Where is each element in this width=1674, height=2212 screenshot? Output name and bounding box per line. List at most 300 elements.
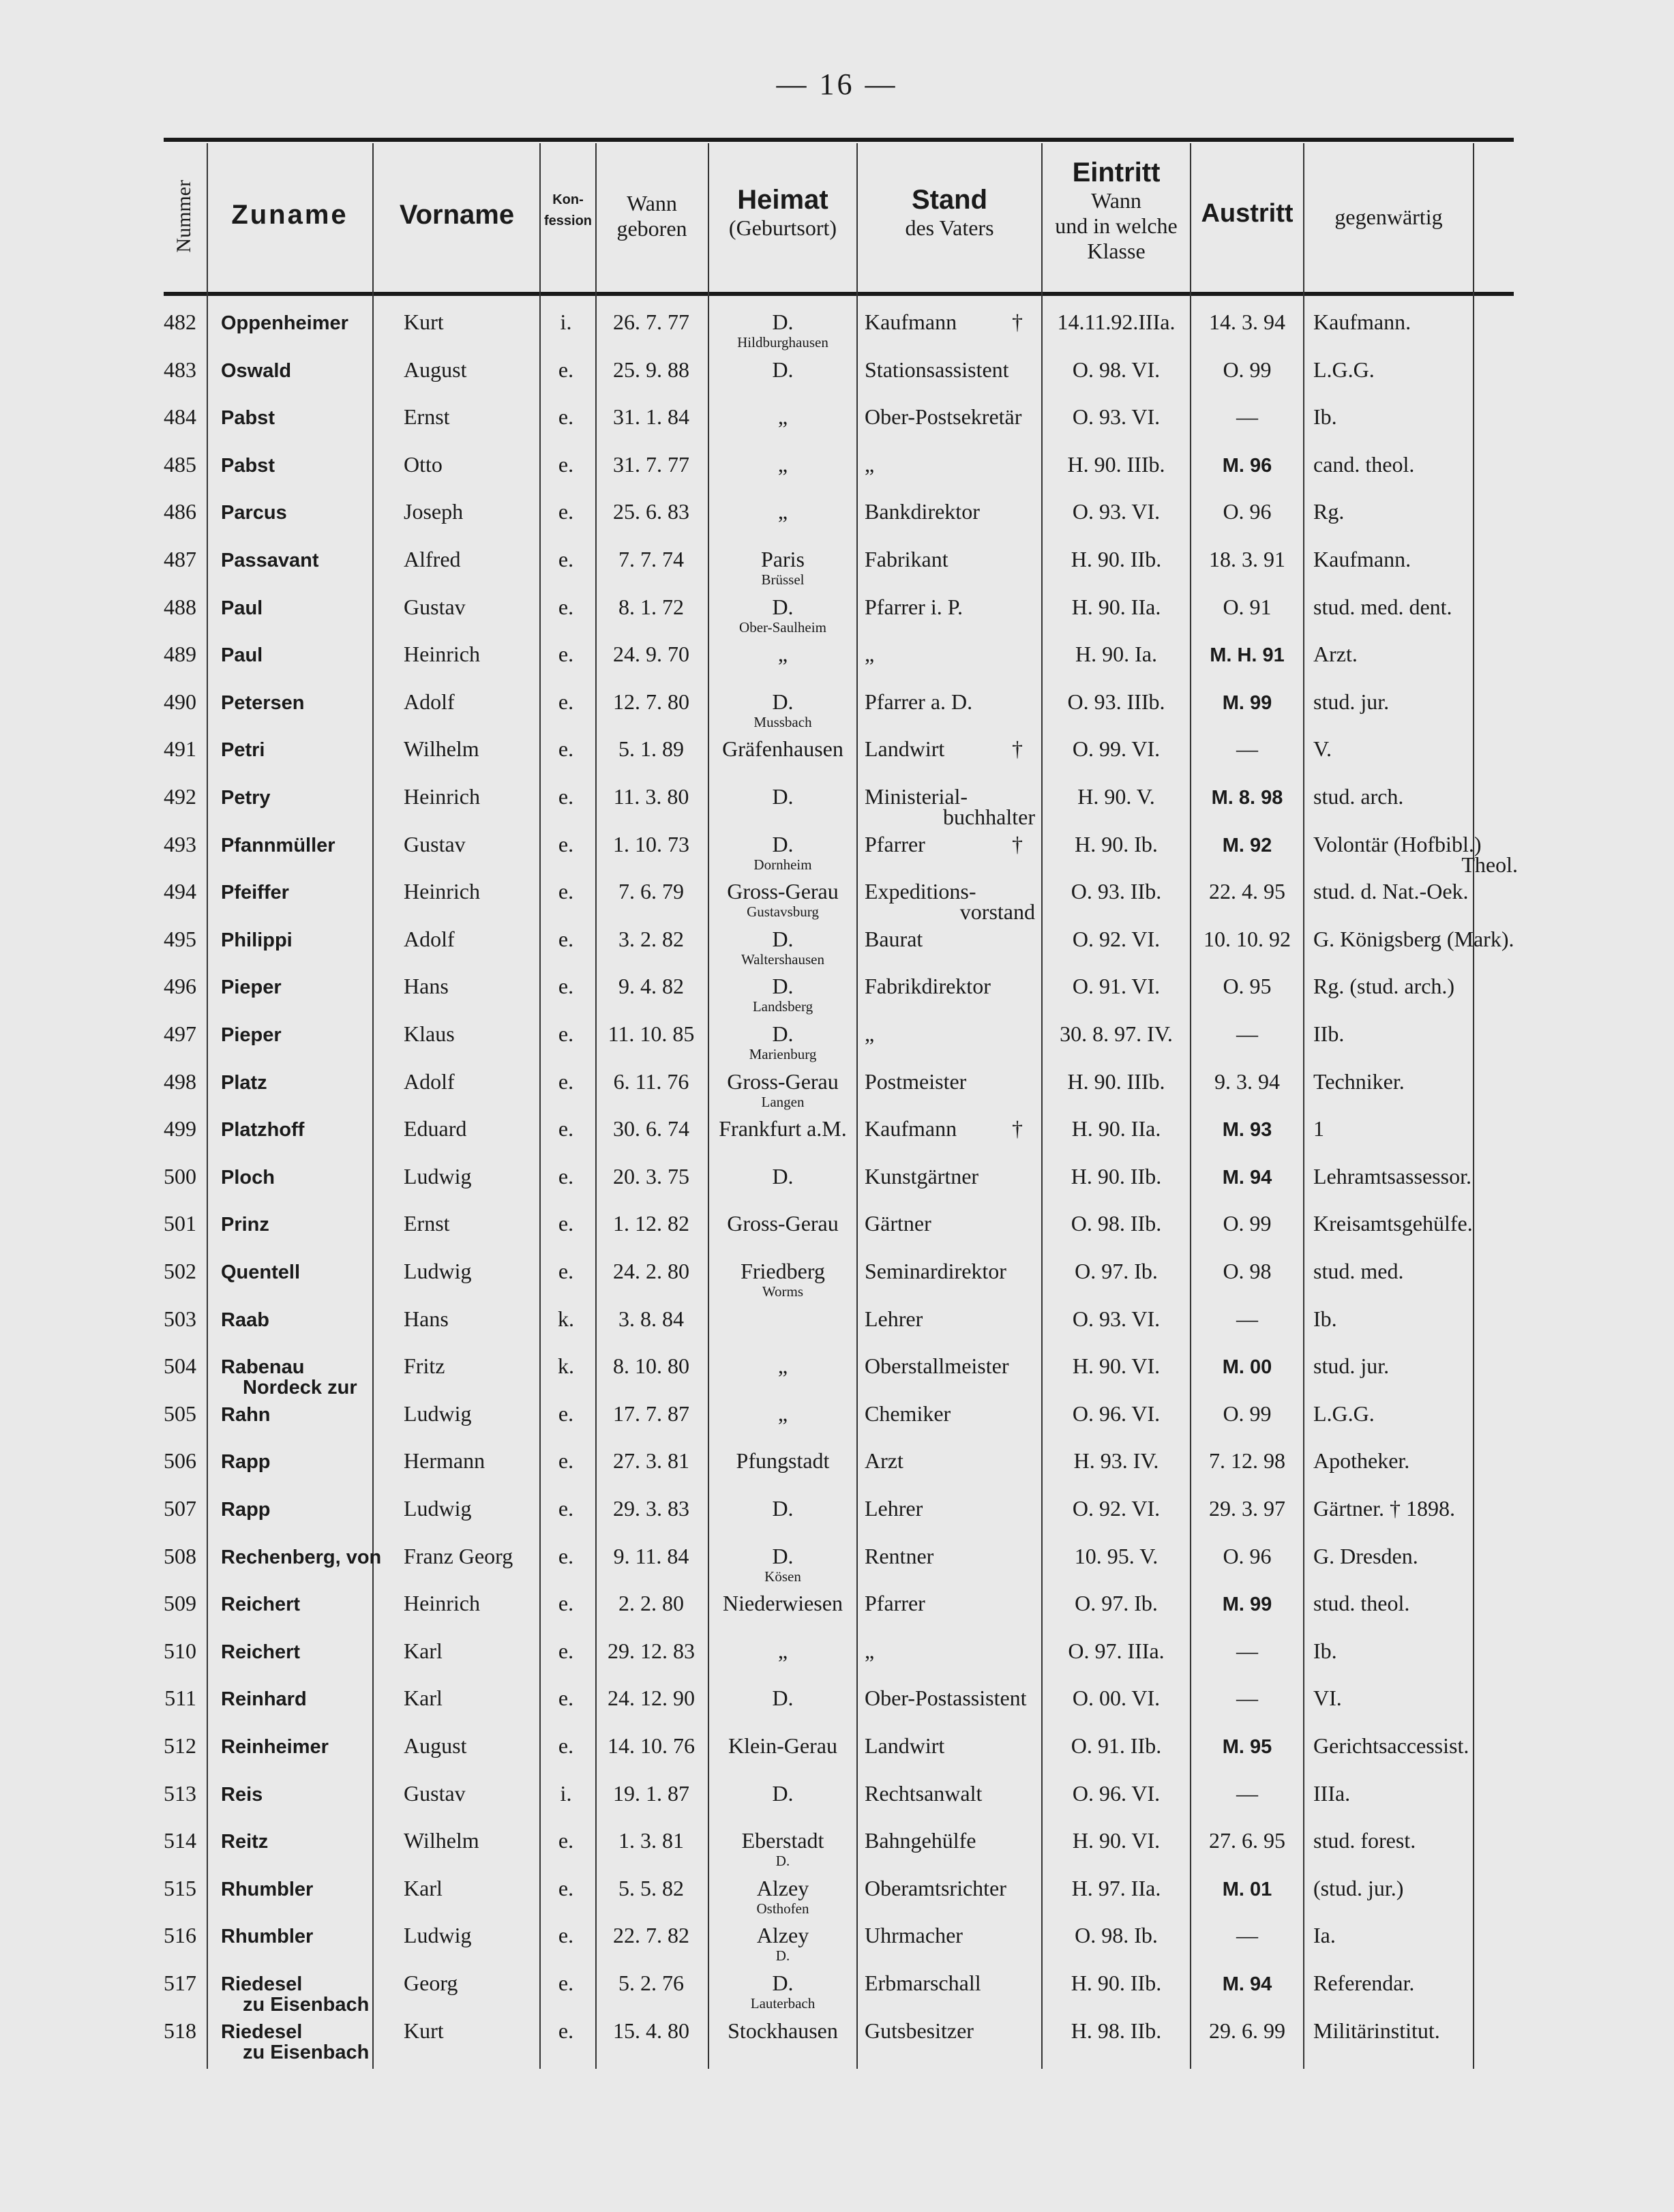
first-name: Hans bbox=[404, 1306, 449, 1331]
home-town: Eberstadt bbox=[741, 1828, 824, 1853]
birth-date: 7. 6. 79 bbox=[618, 879, 684, 904]
entry-date-class: O. 92. VI. bbox=[1072, 926, 1161, 951]
exit-date: 27. 6. 95 bbox=[1209, 1828, 1285, 1853]
father-occupation: Baurat bbox=[865, 926, 923, 951]
exit-date: O. 99 bbox=[1223, 1401, 1272, 1426]
home-town: D. bbox=[772, 1686, 794, 1711]
header-zuname: Zuname bbox=[231, 200, 348, 230]
birth-date: 11. 3. 80 bbox=[613, 784, 689, 809]
confession: e. bbox=[558, 926, 574, 951]
home-town: D. bbox=[772, 594, 794, 619]
current-status: stud. med. dent. bbox=[1313, 594, 1452, 619]
father-occupation: Bahngehülfe bbox=[865, 1828, 976, 1853]
table-row bbox=[0, 1396, 1674, 1444]
birth-date: 25. 9. 88 bbox=[613, 357, 689, 382]
first-name: Ernst bbox=[404, 1211, 450, 1236]
home-town: Stockhausen bbox=[728, 2018, 838, 2043]
exit-date: O. 98 bbox=[1223, 1259, 1272, 1283]
first-name: August bbox=[404, 357, 467, 382]
home-town-sub: Worms bbox=[762, 1283, 804, 1300]
entry-date-class: H. 90. IIIb. bbox=[1067, 451, 1165, 477]
father-occupation: Oberamtsrichter bbox=[865, 1875, 1006, 1900]
row-number: 513 bbox=[164, 1780, 196, 1806]
first-name: Ludwig bbox=[404, 1163, 472, 1189]
birth-date: 2. 2. 80 bbox=[618, 1591, 684, 1616]
home-town: D. bbox=[772, 357, 794, 382]
home-town: Gross-Gerau bbox=[727, 1211, 839, 1236]
current-status: VI. bbox=[1313, 1686, 1342, 1711]
entry-date-class: O. 92. VI. bbox=[1072, 1496, 1161, 1521]
birth-date: 22. 7. 82 bbox=[613, 1923, 689, 1948]
entry-date-class: H. 90. VI. bbox=[1072, 1354, 1161, 1379]
row-number: 499 bbox=[164, 1116, 196, 1141]
entry-date-class: O. 91. VI. bbox=[1072, 974, 1161, 999]
father-occupation: Arzt bbox=[865, 1448, 903, 1474]
confession: e. bbox=[558, 499, 574, 524]
table-row bbox=[0, 1016, 1674, 1064]
surname: Paul bbox=[221, 597, 263, 619]
father-occupation: Expeditions- bbox=[865, 879, 976, 904]
row-number: 491 bbox=[164, 736, 196, 762]
header-austritt: Austritt bbox=[1201, 199, 1294, 228]
exit-date: M. 8. 98 bbox=[1211, 787, 1283, 809]
father-occupation-continuation: buchhalter bbox=[942, 805, 1035, 829]
birth-date: 19. 1. 87 bbox=[613, 1780, 689, 1806]
table-row bbox=[0, 399, 1674, 447]
father-occupation: Ministerial- bbox=[865, 784, 968, 809]
table-row bbox=[0, 2013, 1674, 2061]
exit-date: O. 99 bbox=[1223, 357, 1272, 382]
home-town: D. bbox=[772, 1543, 794, 1568]
current-status: cand. theol. bbox=[1313, 451, 1415, 477]
home-town-sub: Marienburg bbox=[749, 1046, 817, 1062]
surname: Reinhard bbox=[221, 1688, 307, 1711]
header-eintritt-line3: und in welche bbox=[1055, 213, 1178, 238]
entry-date-class: O. 91. IIb. bbox=[1071, 1733, 1162, 1758]
table-row bbox=[0, 494, 1674, 541]
row-number: 501 bbox=[164, 1211, 196, 1236]
father-occupation: Rechtsanwalt bbox=[865, 1780, 983, 1806]
deceased-dagger: † bbox=[1012, 831, 1023, 856]
row-number: 495 bbox=[164, 926, 196, 951]
exit-date: 14. 3. 94 bbox=[1209, 310, 1285, 334]
birth-date: 1. 10. 73 bbox=[613, 831, 689, 856]
surname: Platz bbox=[221, 1071, 267, 1094]
row-number: 515 bbox=[164, 1875, 196, 1900]
entry-date-class: H. 90. Ib. bbox=[1075, 831, 1158, 856]
entry-date-class: O. 96. VI. bbox=[1072, 1401, 1161, 1426]
current-status: Apotheker. bbox=[1313, 1448, 1410, 1474]
home-town: D. bbox=[772, 1163, 794, 1189]
birth-date: 31. 1. 84 bbox=[613, 404, 689, 430]
confession: e. bbox=[558, 1686, 574, 1711]
birth-date: 20. 3. 75 bbox=[613, 1163, 689, 1189]
row-number: 508 bbox=[164, 1543, 196, 1568]
father-occupation: Erbmarschall bbox=[865, 1971, 981, 1995]
row-number: 490 bbox=[164, 689, 196, 714]
birth-date: 8. 1. 72 bbox=[618, 594, 684, 619]
birth-date: 8. 10. 80 bbox=[613, 1354, 689, 1379]
father-occupation: Kaufmann bbox=[865, 1116, 957, 1141]
birth-date: 1. 3. 81 bbox=[618, 1828, 684, 1853]
home-town: D. bbox=[772, 1971, 794, 1995]
exit-date: 18. 3. 91 bbox=[1209, 547, 1285, 571]
birth-date: 15. 4. 80 bbox=[613, 2018, 689, 2043]
confession: e. bbox=[558, 689, 574, 714]
surname: Platzhoff bbox=[221, 1119, 305, 1141]
home-town: D. bbox=[772, 1021, 794, 1046]
table-row bbox=[0, 1443, 1674, 1491]
home-town: „ bbox=[777, 1638, 788, 1663]
current-status: Ib. bbox=[1313, 404, 1337, 430]
home-town: „ bbox=[777, 1354, 788, 1379]
surname: Reitz bbox=[221, 1831, 269, 1853]
home-town: D. bbox=[772, 1780, 794, 1806]
home-town: D. bbox=[772, 784, 794, 809]
entry-date-class: H. 90. VI. bbox=[1072, 1828, 1161, 1853]
surname: Paul bbox=[221, 644, 263, 667]
birth-date: 3. 8. 84 bbox=[618, 1306, 684, 1331]
home-town: „ bbox=[777, 404, 788, 430]
exit-date: — bbox=[1236, 1923, 1258, 1948]
header-bottom-rule bbox=[164, 292, 1514, 296]
first-name: Ernst bbox=[404, 404, 450, 430]
current-status: stud. theol. bbox=[1313, 1591, 1410, 1616]
current-status: Gärtner. † 1898. bbox=[1313, 1496, 1455, 1521]
header-eintritt-line1: Eintritt bbox=[1072, 158, 1161, 188]
table-row bbox=[0, 636, 1674, 684]
birth-date: 26. 7. 77 bbox=[613, 310, 689, 334]
father-occupation: Oberstallmeister bbox=[865, 1354, 1009, 1379]
entry-date-class: 30. 8. 97. IV. bbox=[1060, 1021, 1173, 1046]
table-row bbox=[0, 1253, 1674, 1301]
row-number: 506 bbox=[164, 1448, 196, 1474]
exit-date: 29. 6. 99 bbox=[1209, 2018, 1285, 2043]
confession: e. bbox=[558, 1068, 574, 1094]
home-town: „ bbox=[777, 1401, 788, 1426]
current-status: Ia. bbox=[1313, 1923, 1336, 1948]
first-name: Wilhelm bbox=[404, 736, 479, 762]
home-town: Friedberg bbox=[741, 1259, 825, 1283]
entry-date-class: O. 98. IIb. bbox=[1071, 1211, 1162, 1236]
confession: e. bbox=[558, 1496, 574, 1521]
birth-date: 9. 11. 84 bbox=[613, 1543, 689, 1568]
exit-date: 7. 12. 98 bbox=[1209, 1448, 1285, 1474]
surname: Pabst bbox=[221, 454, 275, 477]
confession: e. bbox=[558, 1448, 574, 1474]
surname: Reichert bbox=[221, 1641, 301, 1663]
surname: Pieper bbox=[221, 1024, 282, 1046]
exit-date: M. 01 bbox=[1222, 1878, 1272, 1900]
confession: i. bbox=[560, 1780, 572, 1806]
father-occupation: Ober-Postsekretär bbox=[865, 404, 1022, 430]
table-row bbox=[0, 684, 1674, 732]
top-rule bbox=[164, 138, 1514, 142]
confession: e. bbox=[558, 1021, 574, 1046]
entry-date-class: O. 93. IIb. bbox=[1071, 879, 1162, 904]
table-row bbox=[0, 541, 1674, 589]
entry-date-class: 14.11.92.IIIa. bbox=[1057, 310, 1176, 334]
first-name: Adolf bbox=[404, 689, 455, 714]
row-number: 482 bbox=[164, 310, 196, 334]
home-town: „ bbox=[777, 451, 788, 477]
entry-date-class: O. 93. VI. bbox=[1072, 404, 1161, 430]
birth-date: 17. 7. 87 bbox=[613, 1401, 689, 1426]
current-status: Gerichtsaccessist. bbox=[1313, 1733, 1469, 1758]
row-number: 489 bbox=[164, 642, 196, 667]
birth-date: 7. 7. 74 bbox=[618, 547, 684, 571]
header-eintritt-line2: Wann bbox=[1091, 188, 1141, 213]
row-number: 488 bbox=[164, 594, 196, 619]
current-status: stud. jur. bbox=[1313, 689, 1390, 714]
row-number: 487 bbox=[164, 547, 196, 571]
father-occupation: Pfarrer a. D. bbox=[865, 689, 973, 714]
home-town-sub: Gustavsburg bbox=[747, 903, 819, 921]
birth-date: 1. 12. 82 bbox=[613, 1211, 689, 1236]
home-town: D. bbox=[772, 831, 794, 856]
header-eintritt bbox=[1043, 157, 1190, 263]
first-name: Heinrich bbox=[404, 879, 480, 904]
first-name: Otto bbox=[404, 451, 443, 477]
home-town: Pfungstadt bbox=[736, 1448, 830, 1474]
first-name: Gustav bbox=[404, 831, 466, 856]
table-row bbox=[0, 447, 1674, 494]
birth-date: 24. 12. 90 bbox=[608, 1686, 695, 1711]
current-status: Rg. (stud. arch.) bbox=[1313, 974, 1455, 999]
row-number: 492 bbox=[164, 784, 196, 809]
current-status-continuation: Theol. bbox=[1461, 852, 1518, 877]
header-vorname: Vorname bbox=[399, 200, 515, 230]
entry-date-class: H. 90. IIb. bbox=[1071, 547, 1162, 571]
surname: Rhumbler bbox=[221, 1926, 314, 1948]
surname-continuation: Nordeck zur bbox=[243, 1377, 357, 1399]
current-status: Ib. bbox=[1313, 1306, 1337, 1331]
birth-date: 24. 2. 80 bbox=[613, 1259, 689, 1283]
father-occupation-continuation: vorstand bbox=[959, 899, 1035, 925]
header-heimat bbox=[709, 184, 856, 241]
surname: Petersen bbox=[221, 691, 305, 714]
deceased-dagger: † bbox=[1012, 736, 1023, 762]
table-row bbox=[0, 1111, 1674, 1159]
table-row bbox=[0, 304, 1674, 352]
father-occupation: Seminardirektor bbox=[865, 1259, 1006, 1283]
table-row bbox=[0, 1680, 1674, 1728]
father-occupation: Fabrikant bbox=[865, 547, 948, 571]
surname: Oppenheimer bbox=[221, 312, 348, 334]
father-occupation: Pfarrer i. P. bbox=[865, 594, 963, 619]
row-number: 505 bbox=[164, 1401, 196, 1426]
exit-date: — bbox=[1236, 1306, 1258, 1331]
home-town: D. bbox=[772, 310, 794, 334]
row-number: 486 bbox=[164, 499, 196, 524]
first-name: Adolf bbox=[404, 926, 455, 951]
entry-date-class: H. 90. IIIb. bbox=[1067, 1068, 1165, 1094]
first-name: August bbox=[404, 1733, 467, 1758]
birth-date: 5. 2. 76 bbox=[618, 1971, 684, 1995]
surname: Prinz bbox=[221, 1214, 269, 1236]
current-status: Rg. bbox=[1313, 499, 1345, 524]
first-name: Gustav bbox=[404, 594, 466, 619]
header-stand-line1: Stand bbox=[911, 185, 988, 215]
exit-date: M. 99 bbox=[1222, 1594, 1272, 1616]
table-row bbox=[0, 921, 1674, 969]
surname: Oswald bbox=[221, 359, 292, 382]
current-status: 1 bbox=[1313, 1116, 1324, 1141]
row-number: 503 bbox=[164, 1306, 196, 1331]
entry-date-class: H. 90. IIb. bbox=[1071, 1971, 1162, 1995]
row-number: 512 bbox=[164, 1733, 196, 1758]
home-town: D. bbox=[772, 689, 794, 714]
exit-date: M. H. 91 bbox=[1210, 644, 1285, 667]
page-number: — 16 — bbox=[776, 68, 898, 101]
row-number: 483 bbox=[164, 357, 196, 382]
exit-date: M. 96 bbox=[1222, 454, 1272, 477]
confession: e. bbox=[558, 1259, 574, 1283]
first-name: Alfred bbox=[404, 547, 461, 571]
deceased-dagger: † bbox=[1012, 1116, 1023, 1141]
table-row bbox=[0, 1064, 1674, 1111]
confession: e. bbox=[558, 1971, 574, 1995]
birth-date: 24. 9. 70 bbox=[613, 642, 689, 667]
home-town: Gräfenhausen bbox=[722, 736, 843, 762]
current-status: Militärinstitut. bbox=[1313, 2018, 1440, 2043]
first-name: Ludwig bbox=[404, 1496, 472, 1521]
row-number: 510 bbox=[164, 1638, 196, 1663]
entry-date-class: O. 93. VI. bbox=[1072, 499, 1161, 524]
header-gegenwaertig: gegenwärtig bbox=[1334, 205, 1443, 229]
row-number: 498 bbox=[164, 1068, 196, 1094]
father-occupation: Rentner bbox=[865, 1543, 934, 1568]
surname: Rabenau bbox=[221, 1356, 305, 1379]
surname-continuation: zu Eisenbach bbox=[243, 2041, 370, 2063]
surname: Raab bbox=[221, 1309, 269, 1331]
entry-date-class: H. 90. V. bbox=[1077, 784, 1155, 809]
current-status: L.G.G. bbox=[1313, 1401, 1375, 1426]
entry-date-class: H. 93. IV. bbox=[1073, 1448, 1159, 1474]
entry-date-class: O. 97. Ib. bbox=[1075, 1591, 1158, 1616]
exit-date: O. 99 bbox=[1223, 1211, 1272, 1236]
home-town: „ bbox=[777, 642, 788, 667]
row-number: 500 bbox=[164, 1163, 196, 1189]
confession: e. bbox=[558, 451, 574, 477]
header-eintritt-line4: Klasse bbox=[1087, 238, 1146, 263]
entry-date-class: O. 99. VI. bbox=[1072, 736, 1161, 762]
entry-date-class: O. 98. VI. bbox=[1072, 357, 1161, 382]
entry-date-class: O. 98. Ib. bbox=[1075, 1923, 1158, 1948]
exit-date: — bbox=[1236, 404, 1258, 430]
current-status: V. bbox=[1313, 736, 1332, 762]
surname: Riedesel bbox=[221, 2020, 303, 2043]
confession: e. bbox=[558, 1116, 574, 1141]
current-status: stud. d. Nat.-Oek. bbox=[1313, 879, 1469, 904]
surname: Parcus bbox=[221, 502, 287, 524]
confession: e. bbox=[558, 784, 574, 809]
exit-date: O. 96 bbox=[1223, 499, 1272, 524]
first-name: Joseph bbox=[404, 499, 464, 524]
birth-date: 3. 2. 82 bbox=[618, 926, 684, 951]
confession: e. bbox=[558, 831, 574, 856]
table-row bbox=[0, 1206, 1674, 1253]
confession: e. bbox=[558, 642, 574, 667]
table-row bbox=[0, 1965, 1674, 2016]
surname: Ploch bbox=[221, 1166, 275, 1189]
exit-date: — bbox=[1236, 736, 1258, 762]
header-wann-line1: Wann bbox=[627, 191, 677, 215]
father-occupation: Lehrer bbox=[865, 1496, 923, 1521]
home-town-sub: D. bbox=[775, 1853, 790, 1870]
home-town-sub: Lauterbach bbox=[750, 1995, 816, 2012]
confession: e. bbox=[558, 594, 574, 619]
first-name: Heinrich bbox=[404, 642, 480, 667]
confession: e. bbox=[558, 1591, 574, 1616]
table-row bbox=[0, 1491, 1674, 1538]
birth-date: 27. 3. 81 bbox=[613, 1448, 689, 1474]
birth-date: 31. 7. 77 bbox=[613, 451, 689, 477]
current-status: stud. jur. bbox=[1313, 1354, 1390, 1379]
birth-date: 11. 10. 85 bbox=[608, 1021, 695, 1046]
confession: e. bbox=[558, 1638, 574, 1663]
home-town: D. bbox=[772, 926, 794, 951]
exit-date: M. 00 bbox=[1222, 1356, 1272, 1379]
table-row bbox=[0, 731, 1674, 779]
home-town-sub: Dornheim bbox=[753, 856, 812, 873]
first-name: Ludwig bbox=[404, 1401, 472, 1426]
exit-date: O. 91 bbox=[1223, 594, 1272, 619]
first-name: Wilhelm bbox=[404, 1828, 479, 1853]
row-number: 507 bbox=[164, 1496, 196, 1521]
confession: e. bbox=[558, 357, 574, 382]
first-name: Ludwig bbox=[404, 1259, 472, 1283]
entry-date-class: O. 93. IIIb. bbox=[1067, 689, 1165, 714]
father-occupation: Uhrmacher bbox=[865, 1923, 963, 1948]
surname: Rapp bbox=[221, 1451, 271, 1474]
current-status: L.G.G. bbox=[1313, 357, 1375, 382]
current-status: Ib. bbox=[1313, 1638, 1337, 1663]
table-row bbox=[0, 1870, 1674, 1918]
exit-date: — bbox=[1236, 1021, 1258, 1046]
surname: Pieper bbox=[221, 976, 282, 999]
confession: e. bbox=[558, 1163, 574, 1189]
father-occupation: Landwirt bbox=[865, 736, 945, 762]
confession: k. bbox=[558, 1354, 574, 1379]
exit-date: 22. 4. 95 bbox=[1209, 879, 1285, 904]
birth-date: 25. 6. 83 bbox=[613, 499, 689, 524]
father-occupation: Chemiker bbox=[865, 1401, 951, 1426]
exit-date: — bbox=[1236, 1780, 1258, 1806]
confession: e. bbox=[558, 1401, 574, 1426]
father-occupation: Kaufmann bbox=[865, 310, 957, 334]
confession: e. bbox=[558, 404, 574, 430]
birth-date: 6. 11. 76 bbox=[613, 1068, 689, 1094]
home-town-sub: Mussbach bbox=[753, 713, 812, 730]
header-heimat-line2: (Geburtsort) bbox=[728, 215, 837, 240]
entry-date-class: 10. 95. V. bbox=[1074, 1543, 1159, 1568]
current-status: G. Dresden. bbox=[1313, 1543, 1418, 1568]
header-heimat-line1: Heimat bbox=[737, 185, 828, 215]
surname: Petry bbox=[221, 787, 271, 809]
home-town-sub: Landsberg bbox=[752, 998, 813, 1015]
confession: e. bbox=[558, 547, 574, 571]
confession: e. bbox=[558, 879, 574, 904]
entry-date-class: O. 97. Ib. bbox=[1075, 1259, 1158, 1283]
first-name: Kurt bbox=[404, 2018, 444, 2043]
current-status: stud. med. bbox=[1313, 1259, 1404, 1283]
first-name: Karl bbox=[404, 1638, 443, 1663]
surname: Reichert bbox=[221, 1594, 301, 1616]
table-row bbox=[0, 352, 1674, 400]
exit-date: 9. 3. 94 bbox=[1214, 1068, 1280, 1094]
home-town: Alzey bbox=[756, 1923, 809, 1948]
